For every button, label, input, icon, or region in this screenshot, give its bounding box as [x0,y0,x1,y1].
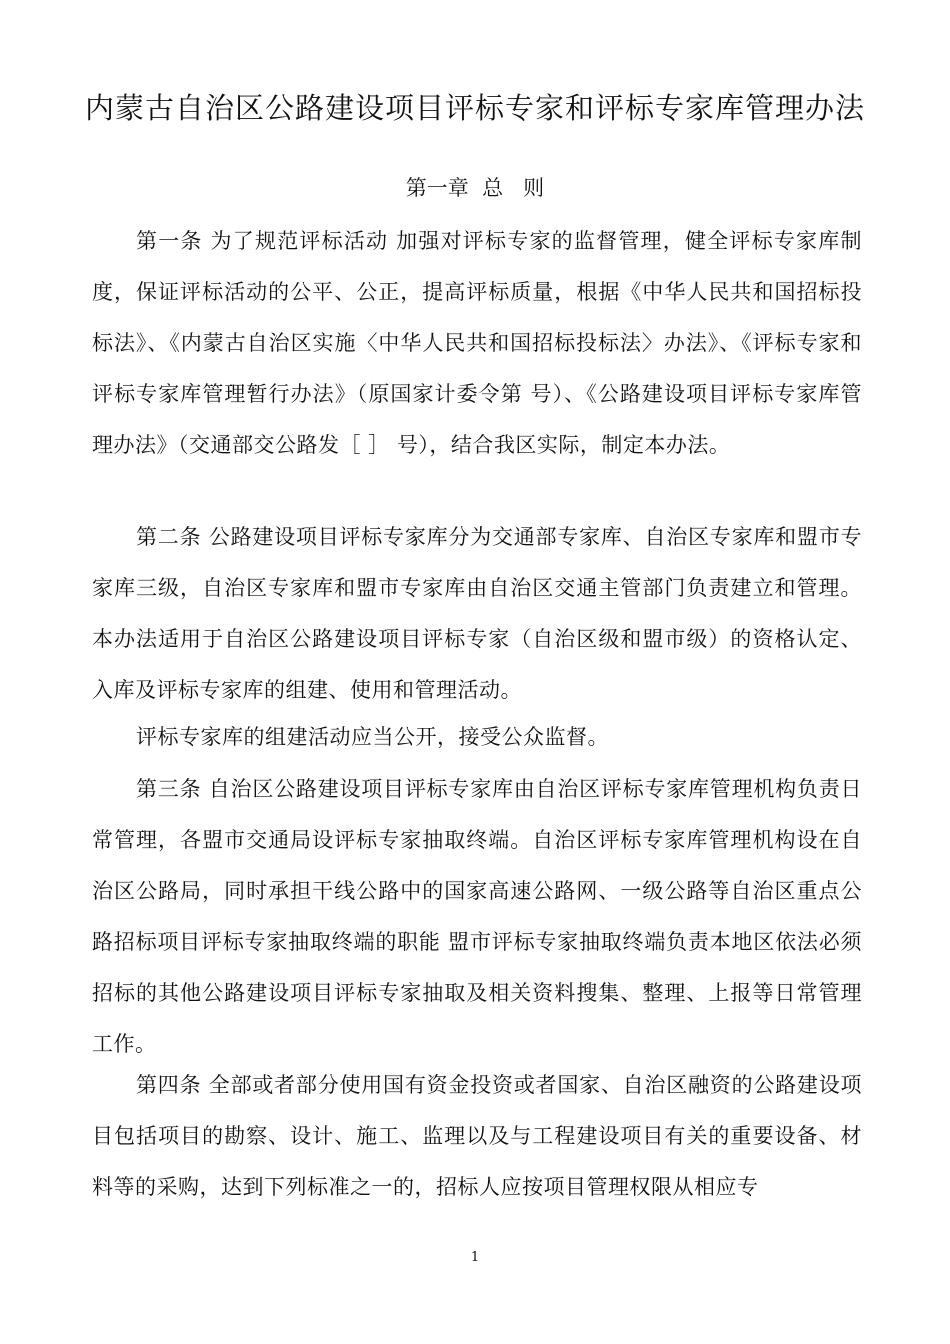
document-title: 内蒙古自治区公路建设项目评标专家和评标专家库管理办法 [84,91,865,125]
chapter-heading: 第一章 总 则 [405,176,545,200]
article-1-paragraph: 第一条 为了规范评标活动 加强对评标专家的监督管理，健全评标专家库制度，保证评标活动的公平、公正，提高评标质量，根据《中华人民共和国招标投标法》、《内蒙古自治区实施〈中华人民共和国招标投标法〉办法》、《评标专家和评标专家库管理暂行办法》（原国家计委令第 号）、《公路建设项目评标专家库管理办法》（交通部交公路发［ ］ 号），结合我区实际，制定本办法。 [92,229,862,457]
article-4-paragraph: 第四条 全部或者部分使用国有资金投资或者国家、自治区融资的公路建设项目包括项目的勘察、设计、施工、监理以及与工程建设项目有关的重要设备、材料等的采购，达到下列标准之一的，招标人应按项目管理权限从相应专 [92,1073,862,1199]
public-supervision-paragraph: 评标专家库的组建活动应当公开，接受公众监督。 [136,725,609,749]
article-3-paragraph: 第三条 自治区公路建设项目评标专家库由自治区评标专家库管理机构负责日常管理，各盟市交通局设评标专家抽取终端。自治区评标专家库管理机构设在自治区公路局，同时承担干线公路中的国家高速公路网、一级公路等自治区重点公路招标项目评标专家抽取终端的职能 盟市评标专家抽取终端负责本地区依法必须招标的其他公路建设项目评标专家抽取及相关资料搜集、整理、上报等日常管理工作。 [92,777,862,1056]
page-number: 1 [470,1250,480,1265]
article-2-paragraph: 第二条 公路建设项目评标专家库分为交通部专家库、自治区专家库和盟市专家库三级，自治区专家库和盟市专家库由自治区交通主管部门负责建立和管理。本办法适用于自治区公路建设项目评标专家（自治区级和盟市级）的资格认定、入库及评标专家库的组建、使用和管理活动。 [92,525,862,702]
